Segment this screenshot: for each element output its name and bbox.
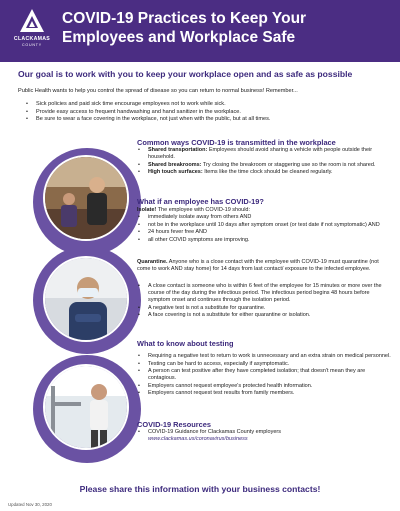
workplace-photo-restaurant — [43, 155, 129, 241]
testing-heading: What to know about testing — [137, 339, 234, 348]
item-label: High touch surfaces: — [148, 169, 203, 175]
list-item: • A person can test positive after they have completed isolation; that doesn't mean they are contagious. — [137, 368, 392, 382]
item-text: Try closing the breakroom or staggering use so the room is not shared. — [201, 161, 376, 168]
item-label: Shared breakrooms: — [148, 161, 202, 168]
page-title: COVID-19 Practices to Keep Your Employees and Workplace Safe — [62, 10, 307, 46]
quarantine-label: Quarantine. — [137, 259, 168, 265]
clackamas-county-logo — [12, 8, 52, 54]
intro-text: Public Health wants to help you control the spread of disease so you can return to normal business! Remember... — [18, 88, 298, 94]
item-label: Shared transportation: — [148, 147, 208, 153]
item-text: Items like the time clock should be cleaned regularly. — [202, 169, 333, 175]
intro-list — [26, 101, 388, 124]
testing-list — [137, 353, 392, 398]
transmission-heading: Common ways COVID-19 is transmitted in the workplace — [137, 138, 336, 147]
workplace-photo-gym — [43, 364, 129, 450]
header-banner — [0, 0, 400, 62]
share-message: Please share this information with your business contacts! — [79, 484, 321, 494]
list-item: • 24 hours fever free AND — [137, 229, 392, 236]
quarantine-text — [137, 259, 392, 273]
item-text: Employees should avoid sharing a vehicle with people outside their household. — [148, 147, 373, 160]
list-item — [137, 147, 392, 161]
list-item: • Testing can be hard to access, especially if asymptomatic. — [137, 361, 392, 368]
list-item: • Employers cannot request employee's protected health information. — [137, 383, 392, 390]
list-item: • Employers cannot request test results from family members. — [137, 390, 392, 397]
positive-case-heading: What if an employee has COVID-19? — [137, 197, 264, 206]
list-item: • Requiring a negative test to return to work is unnecessary and an extra strain on medical personnel. — [137, 353, 392, 360]
list-item: • not be in the workplace until 10 days after symptom onset (or test date if not symptomatic) AND — [137, 222, 392, 229]
logo-name: CLACKAMAS — [13, 36, 51, 42]
quarantine-list — [137, 283, 392, 320]
resources-heading: COVID-19 Resources — [137, 420, 211, 429]
isolate-label: Isolate! — [137, 207, 157, 213]
logo-subtitle: COUNTY — [22, 43, 42, 47]
goal-heading: Our goal is to work with you to keep your workplace open and as safe as possible — [18, 69, 353, 79]
list-item: • immediately isolate away from others AND — [137, 214, 392, 221]
list-item: • COVID-19 Guidance for Clackamas County employers — [137, 429, 392, 436]
isolate-text — [137, 207, 392, 214]
quarantine-body: Anyone who is a close contact with the employee with COVID-19 must quarantine (not come to work AND stay home) for 14 days from last contact/ exposure to the infected employee. — [137, 259, 379, 272]
list-item: • Provide easy access to frequent handwashing and hand sanitizer in the workplace. — [26, 109, 388, 117]
list-item: • A close contact is someone who is within 6 feet of the employee for 15 minutes or more over the course of the day during the infectious period. The infectious period begins 48 hours before symptom onset and continues through the isolation period. — [137, 283, 392, 304]
workplace-photo-worker-mask — [43, 256, 129, 342]
updated-date: Updated Nov 30, 2020 — [8, 502, 52, 507]
list-item: • Sick policies and paid sick time encourage employees not to work while sick. — [26, 101, 388, 109]
list-item — [137, 169, 392, 176]
transmission-list — [137, 147, 392, 177]
list-item: • A face covering is not a substitute for either quarantine or isolation. — [137, 312, 392, 319]
mountain-logo-icon — [19, 8, 45, 34]
list-item: • A negative test is not a substitute for quarantine. — [137, 305, 392, 312]
list-item: • all other COVID symptoms are improving. — [137, 237, 392, 244]
list-item: • Be sure to wear a face covering in the workplace, not just when with the public, but at all times. — [26, 116, 388, 124]
resources-link[interactable]: www.clackamas.us/coronavirus/business — [148, 436, 248, 442]
list-item — [137, 162, 392, 169]
isolate-list — [137, 214, 392, 244]
isolate-body: The employee with COVID-19 should: — [156, 207, 251, 213]
